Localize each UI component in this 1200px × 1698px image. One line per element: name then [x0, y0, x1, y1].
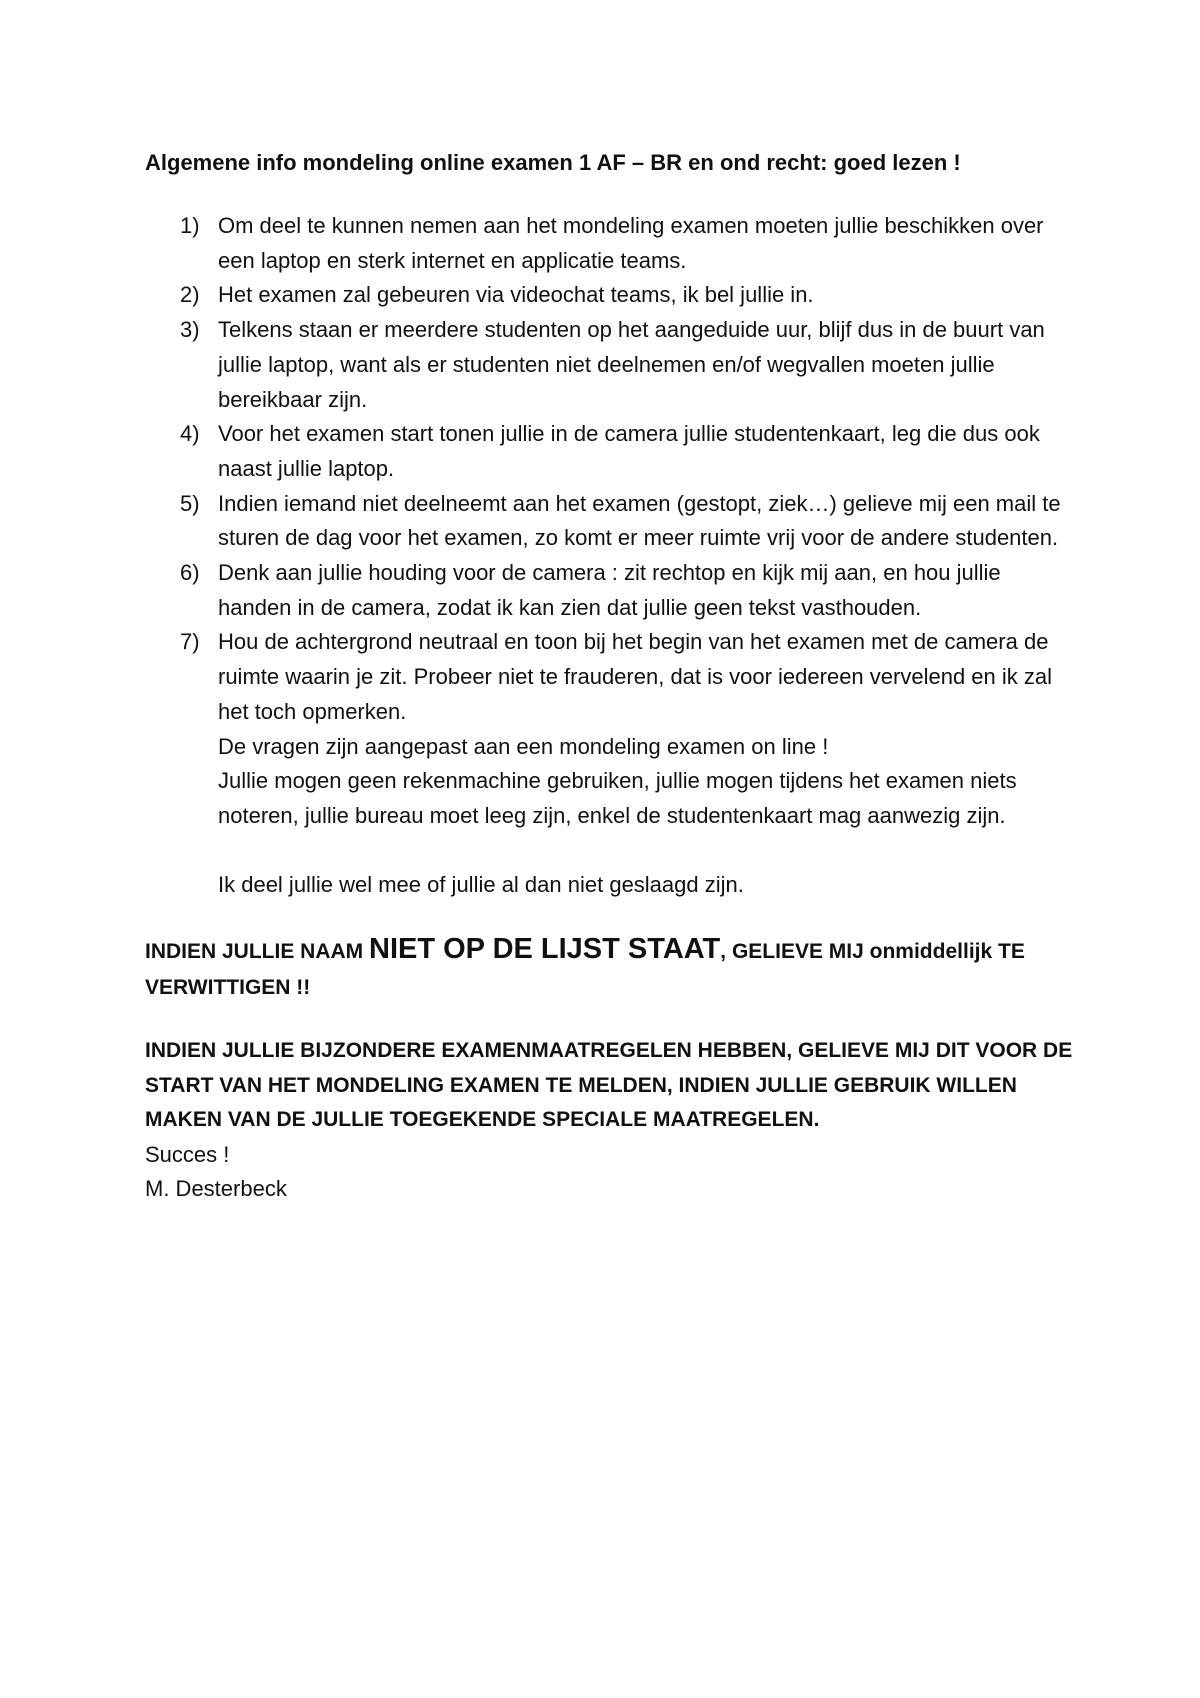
- notice-text-emphasis: NIET OP DE LIJST STAAT: [369, 933, 721, 966]
- list-item-text: Het examen zal gebeuren via videochat teams, ik bel jullie in.: [218, 282, 814, 308]
- list-item-text: Telkens staan er meerdere studenten op het aangeduide uur, blijf dus in de buurt van jullie laptop, want als er studenten niet deelnemen en/of wegvallen moeten jullie bereikbaar zijn.: [218, 317, 1045, 412]
- list-item-number: 3): [180, 317, 200, 343]
- list-item-text: Indien iemand niet deelneemt aan het examen (gestopt, ziek…) gelieve mij een mail te sturen de dag voor het examen, zo komt er meer ruimte vrij voor de andere studenten.: [218, 490, 1061, 551]
- notice-text-start: INDIEN JULLIE NAAM: [145, 940, 370, 964]
- list-item: [145, 209, 1075, 278]
- exam-rules-note: Jullie mogen geen rekenmachine gebruiken, jullie mogen tijdens het examen niets noteren, jullie bureau moet leeg zijn, enkel de studentenkaart mag aanwezig zijn.: [218, 768, 1017, 828]
- document-title: Algemene info mondeling online examen 1 AF – BR en ond recht: goed lezen !: [145, 150, 961, 175]
- list-item-number: 4): [180, 421, 200, 447]
- name-missing-notice: [145, 931, 1075, 1006]
- notice-text-end: , GELIEVE MIJ onmiddellijk TE VERWITTIGEN !!: [145, 940, 1025, 1000]
- list-item: [145, 625, 1075, 729]
- spacer: [145, 834, 1075, 869]
- special-measures-notice: INDIEN JULLIE BIJZONDERE EXAMENMAATREGELEN HEBBEN, GELIEVE MIJ DIT VOOR DE START VAN HET MONDELING EXAMEN TE MELDEN, INDIEN JULLIE GEBRUIK WILLEN MAKEN VAN DE JULLIE TOEGEKENDE SPECIALE MAATREGELEN.: [145, 1039, 1073, 1132]
- list-item-number: 6): [180, 560, 200, 586]
- list-item-number: 5): [180, 490, 200, 516]
- list-item: [145, 278, 1075, 313]
- rules-list: [145, 209, 1075, 730]
- list-item-number: 7): [180, 629, 200, 655]
- list-item-number: 1): [180, 213, 200, 238]
- list-item-text: Denk aan jullie houding voor de camera : zit rechtop en kijk mij aan, en hou jullie handen in de camera, zodat ik kan zien dat jullie geen tekst vasthouden.: [218, 560, 1001, 620]
- list-item-text: Hou de achtergrond neutraal en toon bij het begin van het examen met de camera de ruimte waarin je zit. Probeer niet te frauderen, dat is voor iedereen vervelend en ik zal het toch opmerken.: [218, 629, 1052, 724]
- document-page: [145, 145, 1075, 1207]
- list-item-text: Om deel te kunnen nemen aan het mondeling examen moeten jullie beschikken over een laptop en sterk internet en applicatie teams.: [218, 213, 1044, 273]
- list-item: [145, 556, 1075, 625]
- online-exam-note: De vragen zijn aangepast aan een mondeling examen on line !: [218, 733, 829, 759]
- list-item-text: Voor het examen start tonen jullie in de camera jullie studentenkaart, leg die dus ook naast jullie laptop.: [218, 421, 1040, 481]
- result-note: Ik deel jullie wel mee of jullie al dan niet geslaagd zijn.: [218, 872, 744, 898]
- list-item: [145, 417, 1075, 486]
- list-item: [145, 313, 1075, 417]
- closing-greeting: Succes !: [145, 1141, 230, 1167]
- list-item: [145, 487, 1075, 556]
- signature: M. Desterbeck: [145, 1176, 287, 1202]
- list-item-number: 2): [180, 282, 200, 308]
